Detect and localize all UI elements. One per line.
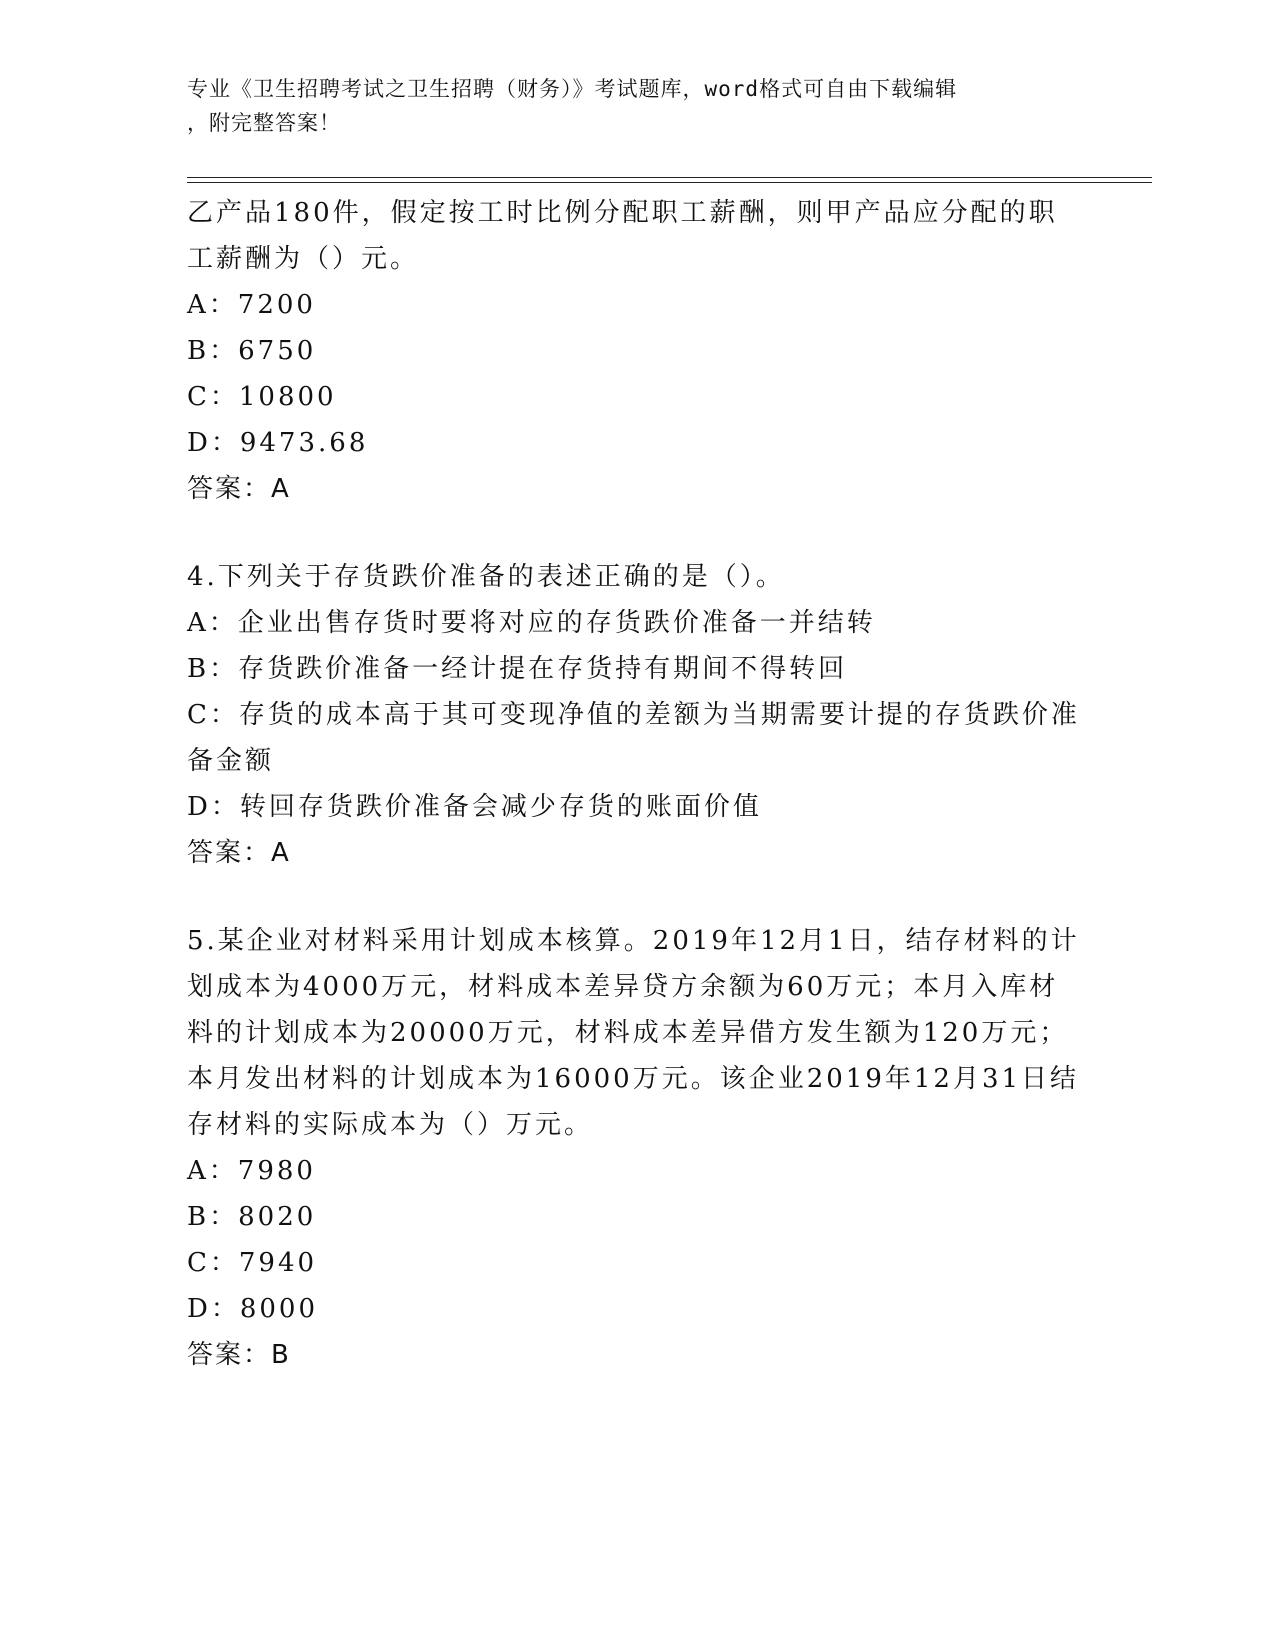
question-4-option-b: B：存货跌价准备一经计提在存货持有期间不得转回 (187, 654, 848, 684)
question-4-option-c-line-2: 备金额 (187, 746, 275, 776)
spacer (187, 876, 1087, 918)
question-5 (187, 918, 1087, 1378)
question-3-stem-line-1: 乙产品180件，假定按工时比例分配职工薪酬，则甲产品应分配的职 (187, 198, 1058, 228)
question-4-option-c-line-1: C：存货的成本高于其可变现净值的差额为当期需要计提的存货跌价准 (187, 700, 1080, 730)
document-body (187, 190, 1087, 1378)
question-4 (187, 554, 1087, 876)
question-5-stem-line-5: 存材料的实际成本为（）万元。 (187, 1110, 594, 1140)
document-header (187, 72, 1067, 140)
question-3-option-d: D：9473.68 (187, 428, 369, 458)
question-4-stem: 4.下列关于存货跌价准备的表述正确的是（）。 (187, 562, 785, 592)
question-5-option-a: A：7980 (187, 1156, 316, 1186)
question-4-option-d: D：转回存货跌价准备会减少存货的账面价值 (187, 792, 762, 822)
question-5-option-d: D：8000 (187, 1294, 319, 1324)
header-divider-bottom (187, 182, 1152, 183)
question-5-stem-line-3: 料的计划成本为20000万元，材料成本差异借方发生额为120万元； (187, 1018, 1069, 1048)
question-5-answer: 答案：B (187, 1340, 291, 1370)
question-5-option-b: B：8020 (187, 1202, 317, 1232)
question-4-option-a: A：企业出售存货时要将对应的存货跌价准备一并结转 (187, 608, 876, 638)
question-3-option-c: C：10800 (187, 382, 337, 412)
question-3-stem-line-2: 工薪酬为（）元。 (187, 244, 420, 274)
question-5-stem-line-1: 5.某企业对材料采用计划成本核算。2019年12月1日，结存材料的计 (187, 926, 1080, 956)
question-3-answer: 答案：A (187, 474, 291, 504)
question-3-option-a: A：7200 (187, 290, 316, 320)
header-line-1: 专业《卫生招聘考试之卫生招聘（财务）》考试题库，word格式可自由下载编辑 (187, 77, 958, 101)
question-3-option-b: B：6750 (187, 336, 317, 366)
spacer (187, 512, 1087, 554)
question-4-answer: 答案：A (187, 838, 291, 868)
question-3 (187, 190, 1087, 512)
header-divider-top (187, 177, 1152, 178)
question-5-stem-line-2: 划成本为4000万元，材料成本差异贷方余额为60万元；本月入库材 (187, 972, 1059, 1002)
header-line-2: ，附完整答案！ (187, 111, 341, 135)
question-5-stem-line-4: 本月发出材料的计划成本为16000万元。该企业2019年12月31日结 (187, 1064, 1080, 1094)
question-5-option-c: C：7940 (187, 1248, 318, 1278)
